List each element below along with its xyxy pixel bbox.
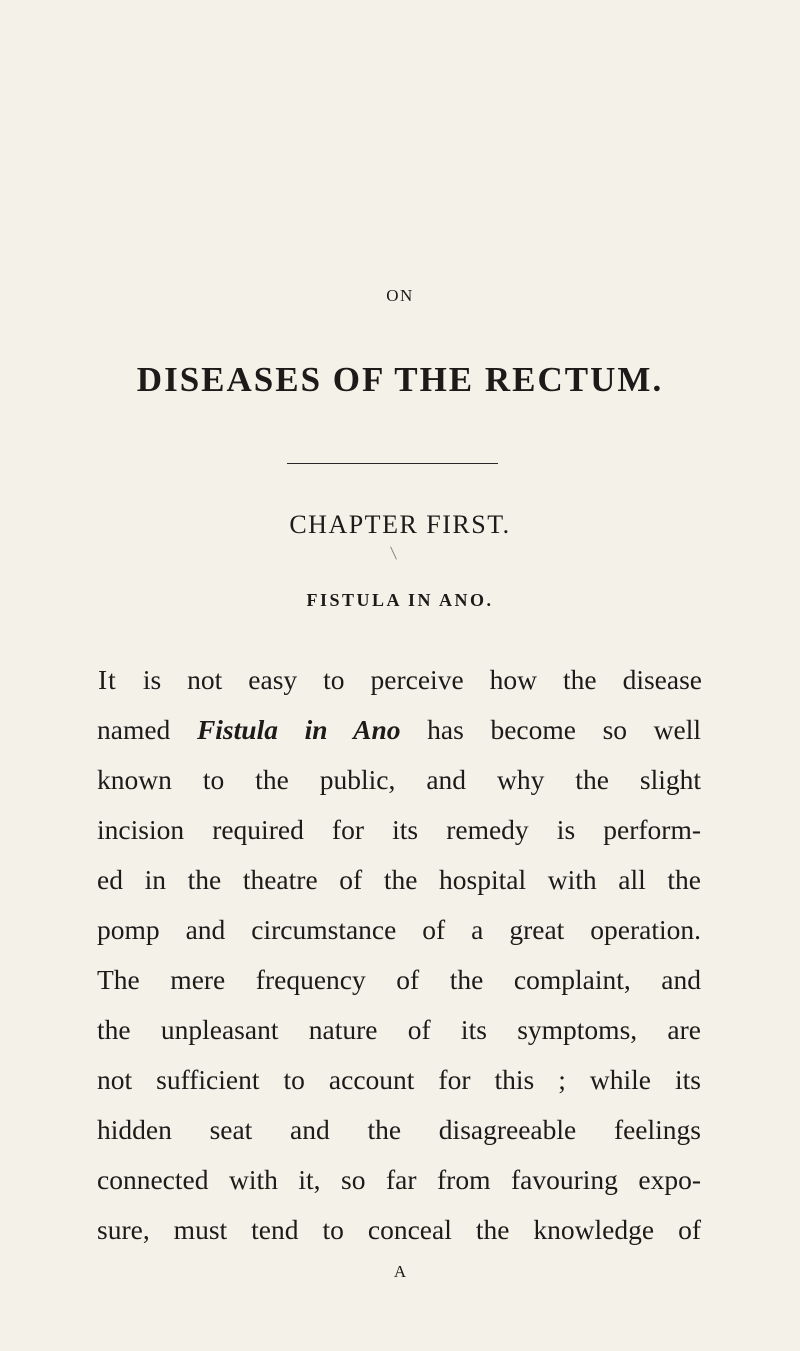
text-segment: has become so well <box>427 714 702 745</box>
text-line: known to the public, and why the slight <box>97 764 701 795</box>
text-line: connected with it, so far from favouring expo- <box>97 1164 701 1195</box>
text-line: ed in the theatre of the hospital with all the <box>97 864 701 895</box>
text-line <box>98 662 702 698</box>
initial-word <box>98 664 117 695</box>
text-segment: named <box>97 714 171 745</box>
ink-mark <box>390 546 397 559</box>
signature-mark: A <box>393 1262 407 1281</box>
text-line <box>97 712 701 748</box>
section-subheading: FISTULA IN ANO. <box>306 590 494 610</box>
text-line: The mere frequency of the complaint, and <box>97 964 701 995</box>
text-line: pomp and circumstance of a great operation. <box>97 914 701 945</box>
chapter-heading: CHAPTER FIRST. <box>289 510 511 539</box>
text-line-content: is not easy to perceive how the disease <box>142 664 702 695</box>
italic-term: Fistula in Ano <box>196 714 401 745</box>
title-rule <box>287 463 498 464</box>
title-prefix: ON <box>386 286 414 305</box>
text-line: not sufficient to account for this ; while its <box>97 1064 701 1095</box>
page-title: DISEASES OF THE RECTUM. <box>136 360 664 399</box>
text-line: the unpleasant nature of its symptoms, are <box>97 1014 701 1045</box>
text-line: hidden seat and the disagreeable feelings <box>97 1114 701 1145</box>
text-line: incision required for its remedy is perform- <box>97 814 701 845</box>
initial-word-text: It <box>98 664 117 695</box>
text-line: sure, must tend to conceal the knowledge of <box>97 1214 701 1245</box>
